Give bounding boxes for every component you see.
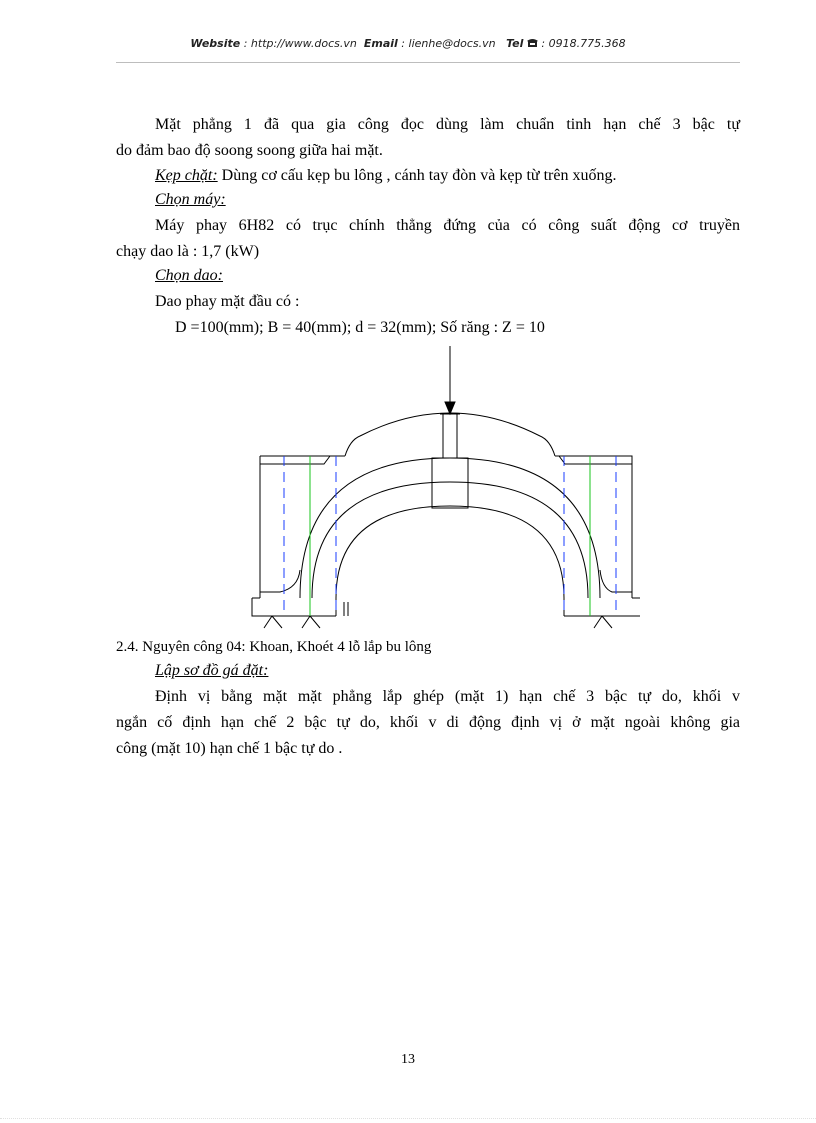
paragraph-2-line-2: ngắn cố định hạn chế 2 bậc tự do, khối v di động định vị ở mặt ngoài không gia bbox=[116, 714, 740, 731]
website-link[interactable]: http://www.docs.vn bbox=[250, 37, 357, 50]
dao-line: Dao phay mặt đầu có : bbox=[155, 293, 300, 310]
phone-icon bbox=[527, 38, 538, 48]
inner-arc bbox=[336, 506, 564, 598]
kep-chat-label: Kẹp chặt: bbox=[155, 167, 218, 184]
email-link[interactable]: lienhe@docs.vn bbox=[408, 37, 496, 50]
header-divider bbox=[116, 62, 740, 63]
website-label: Website bbox=[190, 37, 241, 50]
center-block bbox=[432, 458, 468, 508]
may-line-1: Máy phay 6H82 có trục chính thẳng đứng của có công suất động cơ truyền bbox=[155, 217, 740, 234]
support-right bbox=[594, 616, 612, 628]
section-heading: 2.4. Nguyên công 04: Khoan, Khoét 4 lỗ lắp bu lông bbox=[116, 639, 432, 655]
bottom-divider bbox=[0, 1118, 816, 1119]
email-label: Email bbox=[363, 37, 398, 50]
paragraph-2-line-1: Định vị bằng mặt mặt phẳng lắp ghép (mặt 1) hạn chế 3 bậc tự do, khối v bbox=[155, 688, 740, 705]
page-header: Website : http://www.docs.vn Email : lienhe@docs.vn Tel : 0918.775.368 bbox=[190, 37, 626, 50]
left-shoulder bbox=[260, 570, 300, 592]
tel-number: 0918.775.368 bbox=[548, 37, 626, 50]
outer-arc bbox=[300, 458, 600, 598]
support-left bbox=[264, 616, 282, 628]
top-slot bbox=[440, 414, 460, 458]
kep-chat-text: Dùng cơ cấu kẹp bu lông , cánh tay đòn và kẹp từ trên xuống. bbox=[217, 167, 617, 184]
chon-dao-heading: Chọn dao: bbox=[155, 267, 223, 284]
chon-may-heading: Chọn máy: bbox=[155, 191, 226, 208]
fixture-diagram bbox=[240, 340, 640, 632]
paragraph-1-line-2: do đảm bao độ soong soong giữa hai mặt. bbox=[116, 142, 383, 159]
right-flange bbox=[555, 456, 632, 598]
tel-label: Tel bbox=[506, 37, 524, 50]
support-mid bbox=[302, 616, 320, 628]
clamp-arrow-head bbox=[445, 402, 455, 414]
kep-chat-paragraph bbox=[155, 165, 740, 187]
lap-so-do-heading: Lập sơ đồ gá đặt: bbox=[155, 662, 269, 679]
base-inner bbox=[336, 598, 564, 616]
paragraph-1-line-1: Mặt phẳng 1 đã qua gia công đọc dùng làm chuẩn tinh hạn chế 3 bậc tự bbox=[155, 116, 740, 133]
page-number: 13 bbox=[401, 1052, 415, 1067]
top-boss bbox=[345, 413, 555, 456]
dao-params: D =100(mm); B = 40(mm); d = 32(mm); Số răng : Z = 10 bbox=[175, 319, 545, 336]
may-line-2: chạy dao là : 1,7 (kW) bbox=[116, 243, 260, 260]
paragraph-2-line-3: công (mặt 10) hạn chế 1 bậc tự do . bbox=[116, 740, 343, 757]
